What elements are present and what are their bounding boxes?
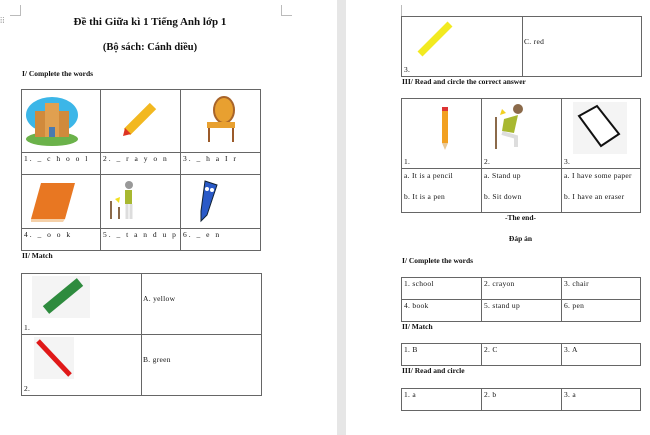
question-number: 3. (564, 157, 571, 166)
answer-key-title: Đáp án (508, 234, 533, 243)
pencil-image (440, 105, 450, 151)
complete-words-table (21, 89, 261, 251)
green-crayon-image (32, 276, 90, 318)
chair-image-cell (181, 90, 261, 153)
sit-down-image (492, 101, 526, 151)
answer-item: 6. pen (562, 300, 641, 322)
option-a: a. It is a pencil (404, 171, 454, 180)
margin-corner-mark (10, 5, 21, 16)
option-c: C. red (524, 37, 545, 46)
match-number: 2. (24, 384, 31, 393)
book-image-cell (22, 175, 101, 229)
answer-table-2 (401, 343, 641, 366)
school-image-cell (22, 90, 101, 153)
word-item: 4. _ o o k (22, 229, 101, 251)
answer-item: 1. B (402, 344, 482, 366)
answer-options (562, 169, 641, 213)
answer-options (482, 169, 562, 213)
school-image (25, 93, 79, 147)
word-item: 1. _ c h o o l (22, 153, 101, 175)
match-option (142, 274, 262, 335)
red-crayon-image (34, 337, 74, 379)
option-a: a. I have some paper (564, 171, 632, 180)
match-option (523, 17, 642, 77)
match-table-continued (401, 16, 642, 77)
answer-item: 2. crayon (482, 278, 562, 300)
pen-image (195, 179, 221, 223)
question-number: 1. (404, 157, 411, 166)
section2-heading: II/ Match (22, 251, 53, 260)
option-b: b. Sit down (484, 192, 522, 201)
sit-down-image-cell (482, 99, 562, 169)
pencil-image-cell (402, 99, 482, 169)
option-a: A. yellow (143, 294, 176, 303)
word-item: 2. _ r a y o n (101, 153, 181, 175)
yellow-crayon-image (414, 20, 454, 60)
question-number: 2. (484, 157, 491, 166)
answer-table-1 (401, 277, 641, 322)
book-image (25, 179, 79, 223)
answer-item: 2. b (482, 389, 562, 411)
document-subtitle: (Bộ sách: Cánh diều) (102, 42, 198, 53)
match-item-2 (22, 335, 142, 396)
match-number: 3. (404, 65, 411, 74)
match-item-3 (402, 17, 523, 77)
paper-image-cell (562, 99, 641, 169)
option-a: a. Stand up (484, 171, 521, 180)
crayon-image (119, 100, 159, 140)
answer-item: 5. stand up (482, 300, 562, 322)
document-title: Đề thi Giữa kì 1 Tiếng Anh lớp 1 (73, 16, 227, 28)
answer-item: 3. a (562, 389, 641, 411)
answer-item: 3. chair (562, 278, 641, 300)
answer-table-3 (401, 388, 641, 411)
section1-heading: I/ Complete the words (22, 69, 94, 78)
chair-image (203, 96, 239, 144)
word-item: 3. _ h a I r (181, 153, 261, 175)
option-b: B. green (143, 355, 171, 364)
crayon-image-cell (101, 90, 181, 153)
word-item: 6. _ e n (181, 229, 261, 251)
answer-item: 2. C (482, 344, 562, 366)
margin-corner-mark (401, 5, 402, 16)
match-number: 1. (24, 323, 31, 332)
match-option (142, 335, 262, 396)
answer-section2-heading: II/ Match (402, 322, 433, 331)
answer-options (402, 169, 482, 213)
stand-up-image (107, 179, 137, 223)
answer-section1-heading: I/ Complete the words (402, 256, 474, 265)
document-page-2 (346, 0, 650, 435)
answer-item: 3. A (562, 344, 641, 366)
read-circle-table (401, 98, 641, 213)
pen-image-cell (181, 175, 261, 229)
stand-up-image-cell (101, 175, 181, 229)
answer-item: 1. a (402, 389, 482, 411)
answer-item: 1. school (402, 278, 482, 300)
option-b: b. It is a pen (404, 192, 446, 201)
the-end-text: -The end- (504, 213, 537, 222)
answer-section3-heading: III/ Read and circle (402, 366, 465, 375)
paper-image (573, 102, 627, 154)
margin-corner-mark (281, 5, 292, 16)
answer-item: 4. book (402, 300, 482, 322)
word-item: 5. _ t a n d u p (101, 229, 181, 251)
section3-heading: III/ Read and circle the correct answer (402, 77, 526, 86)
match-table (21, 273, 262, 396)
match-item-1 (22, 274, 142, 335)
table-move-handle-icon[interactable]: ⁞⁞ (0, 16, 5, 25)
option-b: b. I have an eraser (564, 192, 625, 201)
